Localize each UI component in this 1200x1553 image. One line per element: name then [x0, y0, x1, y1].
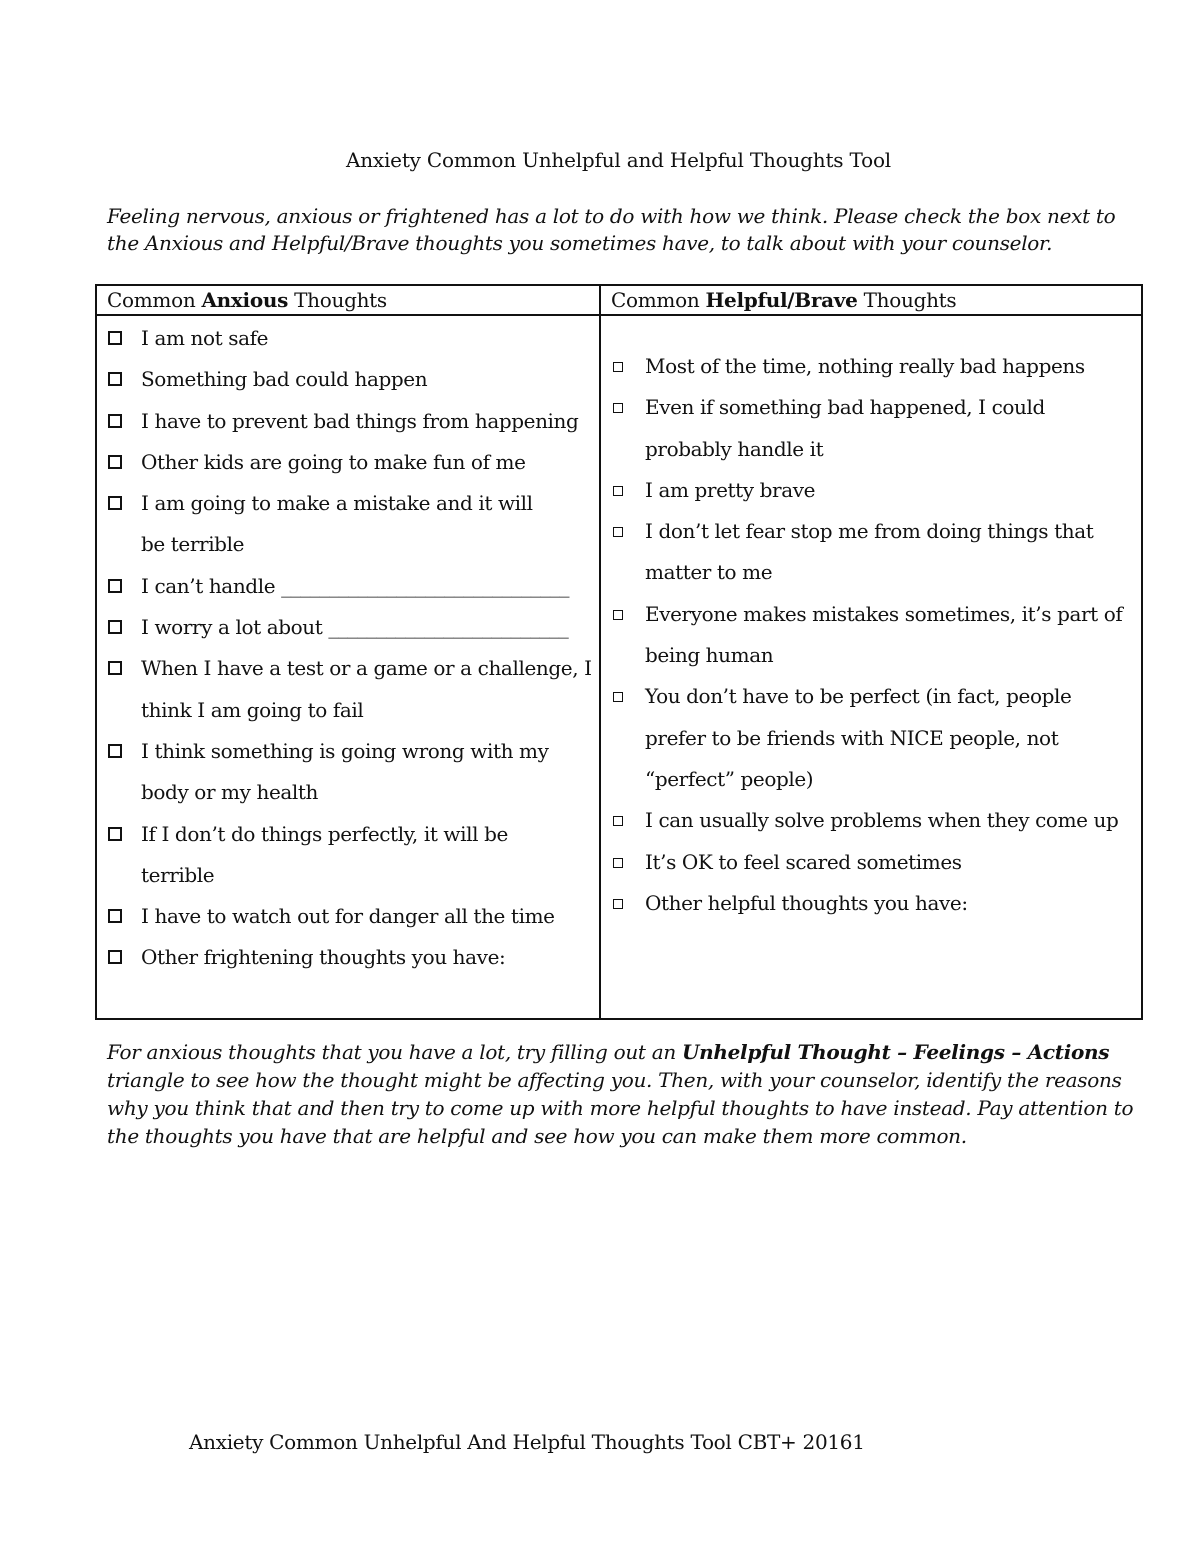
checkbox[interactable]: [108, 909, 122, 923]
page-title: Anxiety Common Unhelpful and Helpful Thoughts Tool: [345, 148, 891, 172]
checklist-item: Other frightening thoughts you have:: [97, 937, 593, 978]
outro-paragraph: For anxious thoughts that you have a lot, try filling out an Unhelpful Thought – Feelings – Actions triangle to see how the thought might be affecting you. Then, with your counselor, identify the reasons why you think that and then try to come up with more helpful thoughts to have instead. Pay attention to the thoughts you have that are helpful and see how you can make them more common.: [107, 1040, 1134, 1148]
checklist-item: Other helpful thoughts you have:: [601, 883, 1133, 924]
checklist-item: I think something is going wrong with my body or my health: [97, 731, 593, 814]
anxious-thoughts-list: [97, 316, 599, 979]
checkbox[interactable]: [108, 744, 122, 758]
checklist-item: Even if something bad happened, I could probably handle it: [601, 387, 1133, 470]
checklist-item: If I don’t do things perfectly, it will be terrible: [97, 814, 593, 897]
triangle-tool-name: Unhelpful Thought – Feelings – Actions: [682, 1040, 1110, 1064]
checklist-item: Everyone makes mistakes sometimes, it’s part of being human: [601, 594, 1133, 677]
intro-paragraph: [107, 203, 1147, 257]
checklist-item: I am pretty brave: [601, 470, 1133, 511]
checklist-item: You don’t have to be perfect (in fact, people prefer to be friends with NICE people, not “perfect” people): [601, 676, 1133, 800]
checkbox[interactable]: [108, 661, 122, 675]
intro-text: Feeling nervous, anxious or frightened has a lot to do with how we think. Please check the box next to the Anxious and Helpful/Brave thoughts you sometimes have, to talk about with your counselor.: [107, 204, 1116, 255]
table-header-row: [96, 285, 1142, 315]
anxious-column: [96, 315, 600, 1019]
checkbox[interactable]: [108, 372, 122, 386]
checkbox[interactable]: [108, 496, 122, 510]
checklist-item: I am not safe: [97, 318, 593, 359]
checkbox[interactable]: [108, 620, 122, 634]
table-body-row: [96, 315, 1142, 1019]
checklist-item: I worry a lot about _________________________: [97, 607, 593, 648]
helpful-column-header: Common Helpful/Brave Thoughts: [600, 285, 1142, 315]
checkbox[interactable]: [108, 455, 122, 469]
checklist-item: I can’t handle ______________________________: [97, 566, 593, 607]
checklist-item: Something bad could happen: [97, 359, 593, 400]
checkbox[interactable]: [613, 858, 623, 868]
checkbox[interactable]: [108, 414, 122, 428]
checklist-item: It’s OK to feel scared sometimes: [601, 842, 1133, 883]
anxious-column-header: Common Anxious Thoughts: [96, 285, 600, 315]
checkbox[interactable]: [108, 827, 122, 841]
checklist-item: I can usually solve problems when they come up: [601, 800, 1133, 841]
thoughts-table: [95, 284, 1143, 1020]
checkbox[interactable]: [108, 579, 122, 593]
checklist-item: When I have a test or a game or a challenge, I think I am going to fail: [97, 648, 593, 731]
checkbox[interactable]: [613, 692, 623, 702]
checkbox[interactable]: [613, 610, 623, 620]
checkbox[interactable]: [613, 899, 623, 909]
checkbox[interactable]: [613, 486, 623, 496]
checklist-item: I have to watch out for danger all the time: [97, 896, 593, 937]
checklist-item: Most of the time, nothing really bad happens: [601, 346, 1133, 387]
checklist-item: I don’t let fear stop me from doing things that matter to me: [601, 511, 1133, 594]
checkbox[interactable]: [613, 403, 623, 413]
helpful-thoughts-list: [601, 316, 1141, 924]
checklist-item: Other kids are going to make fun of me: [97, 442, 593, 483]
checkbox[interactable]: [613, 816, 623, 826]
checklist-item: I am going to make a mistake and it will be terrible: [97, 483, 593, 566]
checkbox[interactable]: [108, 331, 122, 345]
checkbox[interactable]: [613, 362, 623, 372]
helpful-column: [600, 315, 1142, 1019]
page-footer: Anxiety Common Unhelpful And Helpful Thoughts Tool CBT+ 20161: [189, 1430, 865, 1454]
checkbox[interactable]: [613, 527, 623, 537]
checklist-item: I have to prevent bad things from happening: [97, 401, 593, 442]
checkbox[interactable]: [108, 950, 122, 964]
